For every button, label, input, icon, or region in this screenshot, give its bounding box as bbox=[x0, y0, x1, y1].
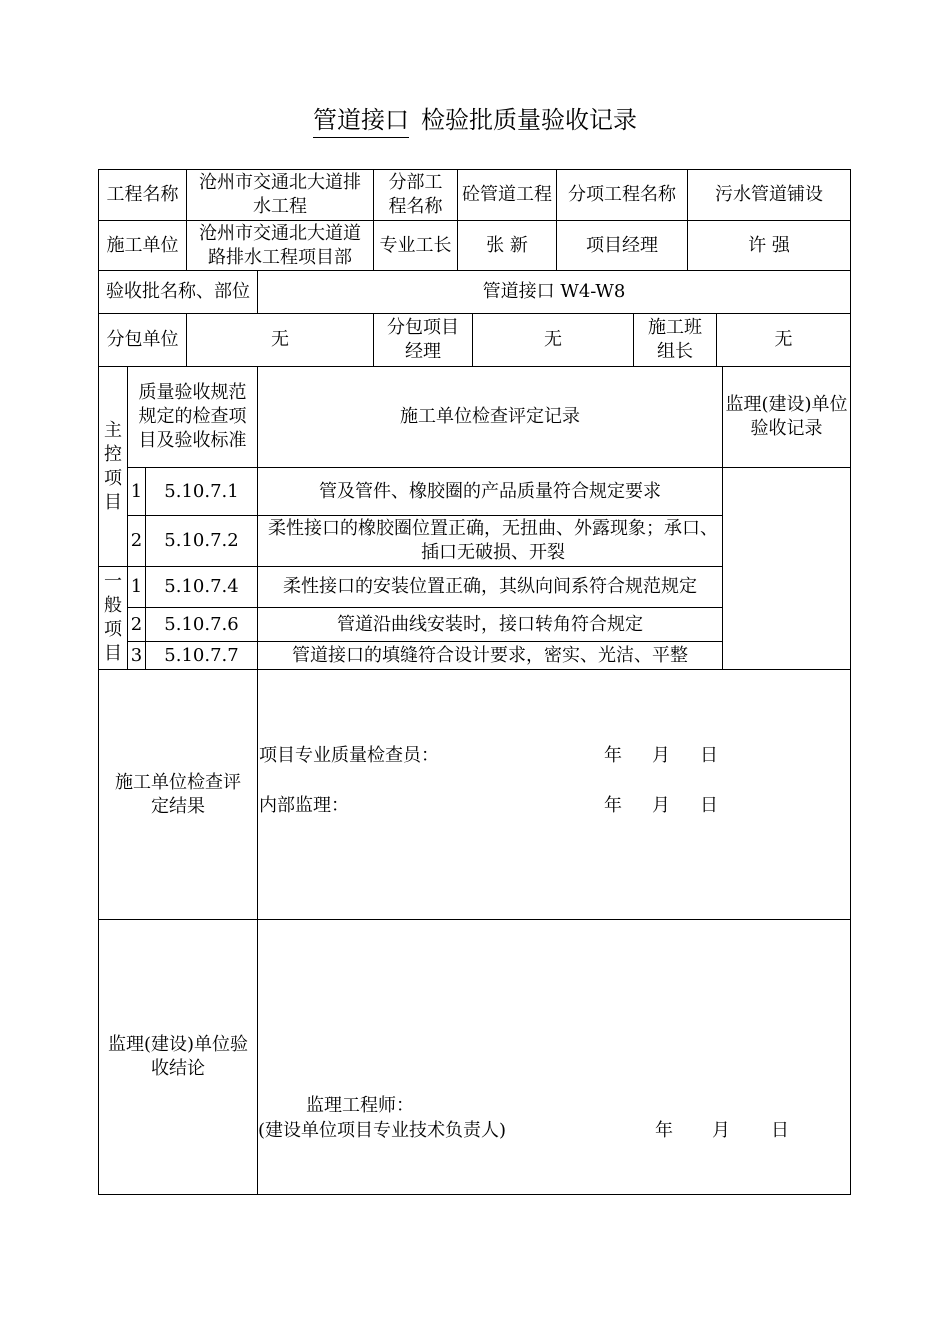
main-item-code: 5.10.7.1 bbox=[164, 480, 239, 502]
record-column-header: 施工单位检查评定记录 bbox=[400, 406, 580, 427]
internal-year: 年 bbox=[604, 795, 622, 816]
batch-label: 验收批名称、部位 bbox=[106, 281, 250, 302]
standard-column-header: 质量验收规范规定的检查项目及验收标准 bbox=[138, 382, 247, 451]
supervision-engineer-label: 监理工程师： bbox=[306, 1095, 414, 1116]
inspector-year: 年 bbox=[604, 745, 622, 766]
title-part2: 检验批质量验收记录 bbox=[421, 106, 637, 134]
construction-result-label: 施工单位检查评定结果 bbox=[115, 771, 241, 817]
construction-unit-label: 施工单位 bbox=[106, 234, 179, 256]
foreman-value: 张 新 bbox=[486, 234, 528, 256]
construction-unit-value: 沧州市交通北大道道路排水工程项目部 bbox=[199, 222, 361, 268]
general-item-text: 柔性接口的安装位置正确，其纵向间系符合规范规定 bbox=[283, 576, 697, 597]
inspector-label: 项目专业质量检查员： bbox=[259, 745, 439, 766]
internal-day: 日 bbox=[700, 795, 718, 816]
sub-project-label: 分部工程名称 bbox=[388, 172, 443, 217]
title-part1: 管道接口 bbox=[313, 106, 409, 138]
manager-value: 许 强 bbox=[748, 234, 790, 256]
supervision-column-header: 监理(建设)单位验收记录 bbox=[725, 394, 848, 439]
manager-label: 项目经理 bbox=[586, 234, 658, 256]
general-item-text: 管道接口的填缝符合设计要求，密实、光洁、平整 bbox=[292, 644, 688, 666]
general-item-no: 1 bbox=[130, 576, 143, 597]
batch-value: 管道接口 W4-W8 bbox=[482, 281, 626, 302]
page-title bbox=[0, 104, 950, 136]
team-leader-label: 施工班组长 bbox=[648, 317, 702, 362]
subcontract-value: 无 bbox=[271, 329, 289, 350]
main-item-code: 5.10.7.2 bbox=[164, 530, 239, 551]
main-group-label: 主控项目 bbox=[104, 419, 122, 513]
main-item-no: 2 bbox=[130, 530, 143, 551]
general-item-text: 管道沿曲线安装时，接口转角符合规定 bbox=[337, 613, 643, 635]
item-project-label: 分项工程名称 bbox=[568, 184, 676, 205]
main-item-no: 1 bbox=[130, 480, 143, 502]
supervision-month: 月 bbox=[712, 1120, 730, 1141]
tech-lead-label: (建设单位项目专业技术负责人) bbox=[258, 1120, 507, 1141]
project-name-label: 工程名称 bbox=[106, 184, 179, 205]
general-item-code: 5.10.7.4 bbox=[164, 576, 239, 597]
subcontract-manager-value: 无 bbox=[544, 329, 562, 350]
general-item-code: 5.10.7.7 bbox=[164, 644, 239, 666]
supervision-result-label: 监理(建设)单位验收结论 bbox=[107, 1034, 249, 1079]
item-project-value: 污水管道铺设 bbox=[715, 184, 823, 205]
sub-project-value: 砼管道工程 bbox=[462, 184, 552, 205]
internal-month: 月 bbox=[652, 795, 670, 816]
general-item-code: 5.10.7.6 bbox=[164, 613, 239, 635]
supervision-day: 日 bbox=[771, 1120, 789, 1141]
project-name-value: 沧州市交通北大道排水工程 bbox=[199, 172, 361, 217]
general-group-label: 一般项目 bbox=[104, 571, 122, 664]
main-item-text: 管及管件、橡胶圈的产品质量符合规定要求 bbox=[319, 480, 661, 502]
inspector-day: 日 bbox=[700, 745, 718, 766]
main-item-text: 柔性接口的橡胶圈位置正确，无扭曲、外露现象；承口、插口无破损、开裂 bbox=[268, 518, 718, 563]
inspector-month: 月 bbox=[652, 745, 670, 766]
subcontract-label: 分包单位 bbox=[106, 329, 179, 350]
general-item-no: 3 bbox=[130, 644, 143, 666]
subcontract-manager-label: 分包项目经理 bbox=[387, 317, 459, 362]
team-leader-value: 无 bbox=[774, 329, 793, 350]
internal-supervisor-label: 内部监理： bbox=[259, 795, 349, 816]
supervision-year: 年 bbox=[655, 1120, 673, 1141]
foreman-label: 专业工长 bbox=[379, 234, 452, 256]
general-item-no: 2 bbox=[130, 613, 143, 635]
